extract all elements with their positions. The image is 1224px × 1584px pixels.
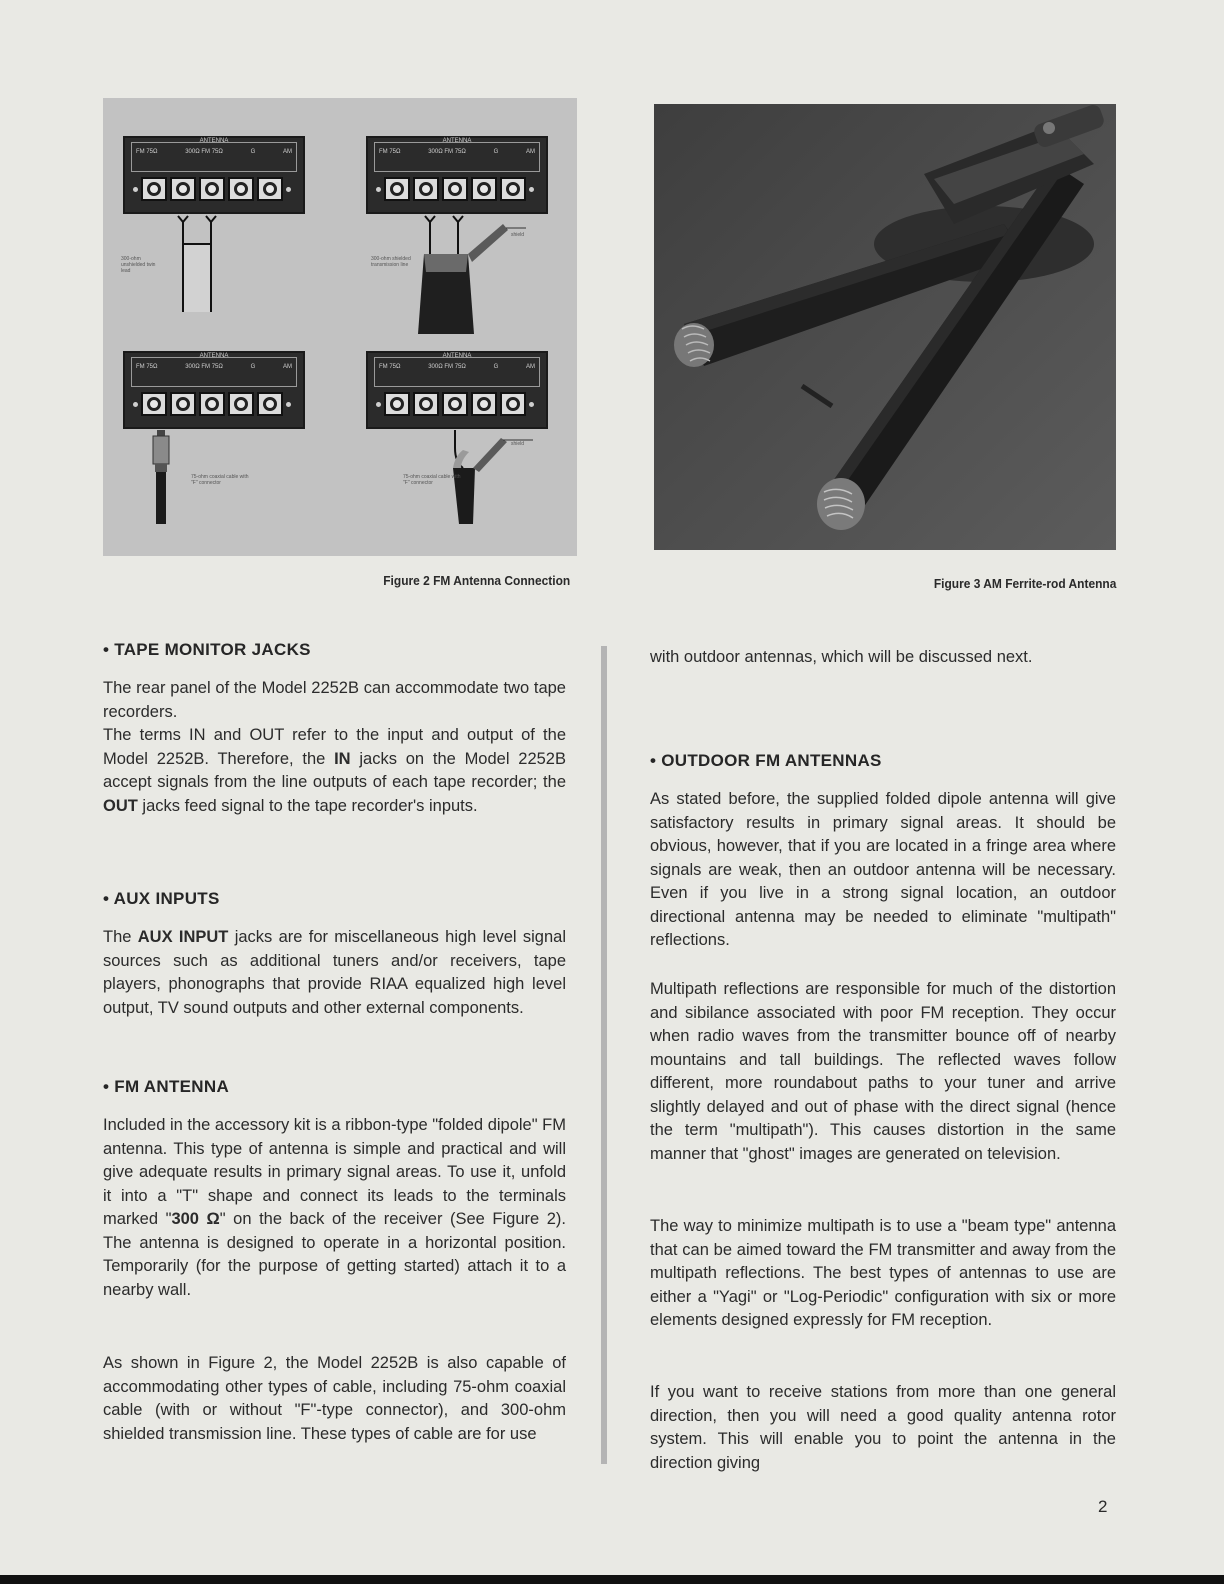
ferrite-rod-antenna-icon [654, 104, 1116, 550]
paragraph-outdoor-fm-fringe-areas: As stated before, the supplied folded dipole antenna will give satisfactory results in primary signal areas. It should be obvious, however, that if you are located in a fringe area where signals are weak, then an outdoor antenna will be necessary. Even if you live in a strong signal location, an outdoor directional antenna may be needed to eliminate "multipath" reflections. [650, 790, 1116, 949]
heading-tape-monitor-jacks: • TAPE MONITOR JACKS [103, 640, 311, 659]
column-divider [601, 646, 607, 1464]
heading-fm-antenna: • FM ANTENNA [103, 1077, 230, 1096]
paragraph-fm-antenna-cable-types: As shown in Figure 2, the Model 2252B is also capable of accommodating other types of cable, including 75-ohm coaxial cable (with or without "F"-type connector), and 300-ohm shielded transmission line. These types of cable are for use [103, 1354, 566, 1443]
heading-aux-inputs: • AUX INPUTS [103, 889, 220, 908]
shield-note-2: shield [511, 441, 525, 447]
figure-3-caption: Figure 3 AM Ferrite-rod Antenna [933, 576, 1116, 591]
coax-note: 75-ohm coaxial cable with "F" connector [403, 474, 461, 486]
twin-lead-note: 300-ohm unshielded twin lead [121, 256, 156, 274]
paragraph-tape-monitor-in-out: The terms IN and OUT refer to the input and output of the Model 2252B. Therefore, the IN jacks on the Model 2252B accept signals from the line outputs of each tape recorder; the OUT jacks feed signal to the tape recorder's inputs. [103, 726, 566, 815]
coax-f-note: 75-ohm coaxial cable with "F" connector [191, 474, 249, 486]
paragraph-fm-antenna-folded-dipole: Included in the accessory kit is a ribbon-type "folded dipole" FM antenna. This type of antenna is simple and practical and will give adequate results in primary signal areas. To use it, unfold it into a "T" shape and connect its leads to the terminals marked "300 Ω" on the back of the receiver (See Figure 2). The antenna is designed to operate in a horizontal position. Temporarily (for the purpose of getting started) attach it to a nearby wall. [103, 1116, 566, 1299]
coaxial-f-connector-icon [143, 428, 183, 528]
shielded-line-note: 300-ohm shielded transmission line [371, 256, 411, 268]
paragraph-continued: with outdoor antennas, which will be discussed next. [650, 648, 1033, 666]
heading-outdoor-fm-antennas: • OUTDOOR FM ANTENNAS [650, 751, 882, 770]
paragraph-aux-inputs: The AUX INPUT jacks are for miscellaneous high level signal sources such as additional tuners and/or receivers, tape players, phonographs that provide RIAA equalized high level output, TV sound outputs and other external components. [103, 928, 566, 1017]
shielded-transmission-line-icon [408, 214, 528, 339]
paragraph-multipath-reflections: Multipath reflections are responsible for much of the distortion and sibilance associated with poor FM reception. They occur when radio waves from the transmitter bounce off of nearby mountains and tall buildings. The reflected waves follow different, more roundabout paths to your tuner and arrive slightly delayed and out of phase with the direct signal (hence the term "multipath"). This causes distortion in the same manner that "ghost" images are generated on television. [650, 980, 1116, 1163]
figure-3-ferrite-rod-antenna-photo [654, 104, 1116, 550]
antenna-terminal-panel: ANTENNA FM 75Ω 300Ω FM 75Ω G AM [366, 136, 548, 214]
shield-note: shield [511, 232, 525, 238]
twin-lead-cable-icon [163, 214, 253, 319]
paragraph-antenna-rotor: If you want to receive stations from more than one general direction, then you will need a good quality antenna rotor system. This will enable you to point the antenna in the direction giving [650, 1383, 1116, 1472]
page-number: 2 [1098, 1497, 1108, 1516]
figure-2-antenna-connection-diagram [103, 98, 577, 556]
antenna-terminal-panel: ANTENNA FM 75Ω 300Ω FM 75Ω G AM [366, 351, 548, 429]
antenna-terminal-panel: ANTENNA FM 75Ω 300Ω FM 75Ω G AM [123, 351, 305, 429]
paragraph-tape-monitor-intro: The rear panel of the Model 2252B can accommodate two tape recorders. [103, 679, 566, 721]
antenna-terminal-panel: ANTENNA FM 75Ω 300Ω FM 75Ω G AM [123, 136, 305, 214]
scan-bottom-edge [0, 1575, 1224, 1584]
paragraph-beam-antenna: The way to minimize multipath is to use a "beam type" antenna that can be aimed toward the FM transmitter and away from the multipath reflections. The best types of antennas to use are either a "Yagi" or "Log-Periodic" configuration with six or more elements designed expressly for FM reception. [650, 1217, 1116, 1329]
figure-2-caption: Figure 2 FM Antenna Connection [383, 573, 570, 588]
